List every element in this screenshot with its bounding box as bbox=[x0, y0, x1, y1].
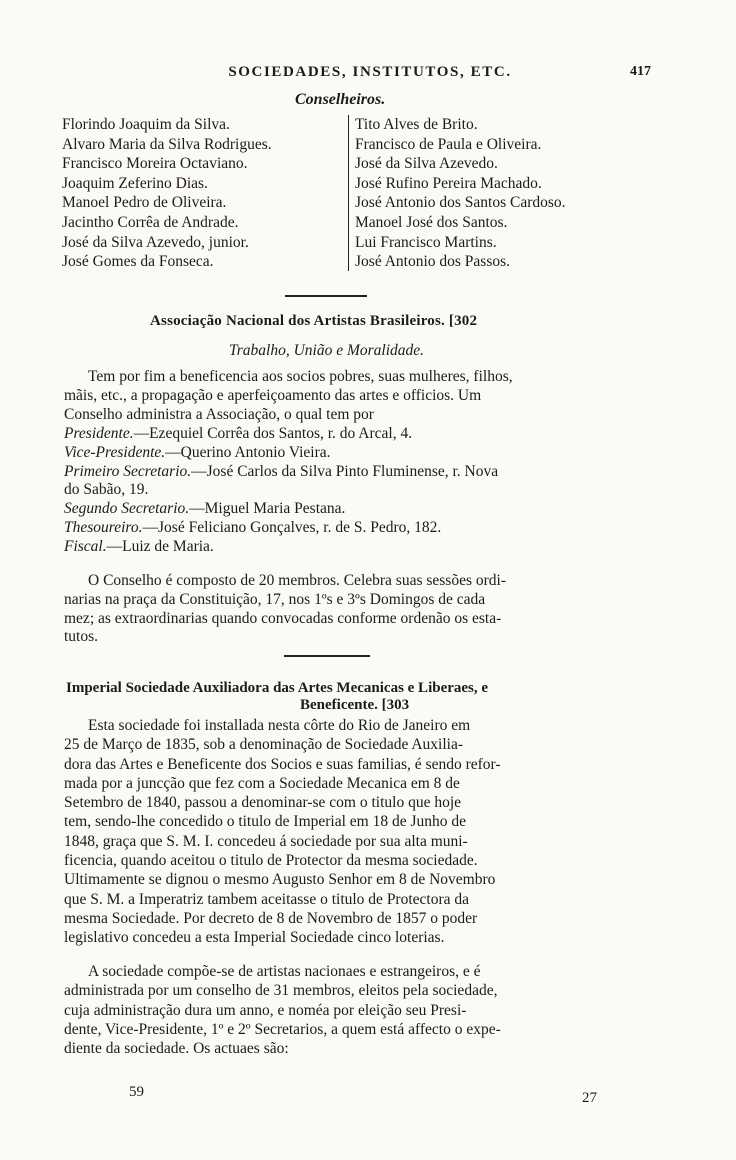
officer-role: Thesoureiro. bbox=[64, 518, 143, 536]
text-line: Setembro de 1840, passou a denominar-se com o titulo que hoje bbox=[64, 794, 462, 812]
footer-number: 27 bbox=[582, 1090, 597, 1106]
officer-entry bbox=[64, 500, 640, 519]
section-title-imperial: Imperial Sociedade Auxiliadora das Artes Mecanicas e Liberaes, e bbox=[66, 680, 489, 696]
council-member: José Antonio dos Santos Cardoso. bbox=[355, 194, 566, 212]
officer-name: —Ezequiel Corrêa dos Santos, r. do Arcal, 4. bbox=[133, 425, 413, 442]
officer-role: Vice-Presidente. bbox=[64, 443, 166, 461]
text-line: tutos. bbox=[64, 628, 99, 646]
officer-name: —José Feliciano Gonçalves, r. de S. Pedro, 182. bbox=[142, 518, 442, 536]
council-member: Francisco de Paula e Oliveira. bbox=[355, 135, 542, 153]
text-line: ficencia, quando aceitou o titulo de Protector da mesma sociedade. bbox=[64, 852, 478, 870]
text-line: Esta sociedade foi installada nesta côrte do Rio de Janeiro em bbox=[88, 717, 471, 734]
text-line: Tem por fim a beneficencia aos socios pobres, suas mulheres, filhos, bbox=[88, 368, 513, 385]
officer-entry bbox=[64, 519, 640, 538]
council-member: Jacintho Corrêa de Andrade. bbox=[62, 213, 239, 231]
council-right-column bbox=[348, 115, 645, 271]
association-officers bbox=[64, 425, 640, 557]
council-member: Tito Alves de Brito. bbox=[355, 116, 478, 133]
council-member: Manoel José dos Santos. bbox=[355, 213, 508, 231]
officer-role: Segundo Secretario. bbox=[64, 500, 190, 518]
text-line: dente, Vice-Presidente, 1º e 2º Secretarios, a quem está affecto o expe- bbox=[64, 1020, 501, 1038]
section-divider bbox=[284, 655, 370, 657]
council-member: José da Silva Azevedo, junior. bbox=[62, 233, 249, 251]
council-member: Florindo Joaquim da Silva. bbox=[62, 116, 230, 133]
council-member: Joaquim Zeferino Dias. bbox=[62, 174, 208, 192]
council-member: Francisco Moreira Octaviano. bbox=[62, 155, 248, 173]
text-line: 1848, graça que S. M. I. concedeu á sociedade por sua alta muni- bbox=[64, 832, 468, 850]
officer-entry bbox=[64, 538, 640, 557]
text-line: que S. M. a Imperatriz tambem aceitasse o titulo de Protectora da bbox=[64, 890, 470, 908]
text-line: 25 de Março de 1835, sob a denominação de Sociedade Auxilia- bbox=[64, 736, 464, 754]
text-line: Ultimamente se dignou o mesmo Augusto Senhor em 8 de Novembro bbox=[64, 871, 496, 889]
text-line: A sociedade compõe-se de artistas nacionaes e estrangeiros, e é bbox=[88, 963, 481, 980]
officer-role: Presidente. bbox=[64, 425, 134, 442]
section-divider bbox=[285, 295, 367, 297]
imperial-paragraph-2 bbox=[64, 962, 640, 1058]
officer-name: —José Carlos da Silva Pinto Fluminense, r. Nova bbox=[191, 462, 499, 480]
council-member: Lui Francisco Martins. bbox=[355, 233, 497, 251]
officer-name: —Miguel Maria Pestana. bbox=[189, 500, 346, 518]
council-left-column bbox=[62, 115, 346, 272]
text-line: legislativo concedeu a esta Imperial Sociedade cinco loterias. bbox=[64, 929, 445, 947]
council-member: José Rufino Pereira Machado. bbox=[355, 174, 542, 192]
association-motto: Trabalho, União e Moralidade. bbox=[229, 342, 425, 359]
imperial-paragraph-1 bbox=[64, 716, 640, 948]
text-line: tem, sendo-lhe concedido o titulo de Imperial em 18 de Junho de bbox=[64, 813, 467, 831]
section-title-association: Associação Nacional dos Artistas Brasileiros. [302 bbox=[150, 313, 478, 329]
association-intro bbox=[64, 368, 640, 424]
council-member: Alvaro Maria da Silva Rodrigues. bbox=[62, 135, 272, 153]
council-member: José Gomes da Fonseca. bbox=[62, 253, 214, 271]
text-line: mesma Sociedade. Por decreto de 8 de Novembro de 1857 o poder bbox=[64, 909, 478, 927]
text-line: Conselho administra a Associação, o qual tem por bbox=[64, 405, 374, 423]
text-line: dora das Artes e Beneficente dos Socios e suas familias, é sendo refor- bbox=[64, 755, 501, 773]
text-line: mez; as extraordinarias quando convocadas conforme ordenão os esta- bbox=[64, 609, 502, 627]
officer-entry-continued bbox=[64, 481, 640, 500]
text-line: mada por a juncção que fez com a Sociedade Mecanica em 8 de bbox=[64, 774, 460, 792]
text-line: administrada por um conselho de 31 membros, eleitos pela sociedade, bbox=[64, 982, 498, 1000]
text-line: diente da sociedade. Os actuaes são: bbox=[64, 1040, 289, 1058]
officer-role: Primeiro Secretario. bbox=[64, 462, 192, 480]
text-line: cuja administração dura um anno, e noméa por eleição seu Presi- bbox=[64, 1001, 467, 1019]
officer-name: do Sabão, 19. bbox=[64, 481, 149, 499]
officer-name: —Querino Antonio Vieira. bbox=[165, 443, 331, 461]
section-title-imperial-continued: Beneficente. [303 bbox=[300, 697, 410, 713]
officer-name: —Luiz de Maria. bbox=[106, 537, 214, 555]
page-number: 417 bbox=[630, 64, 651, 79]
council-heading: Conselheiros. bbox=[295, 91, 386, 108]
running-header-title: SOCIEDADES, INSTITUTOS, ETC. bbox=[228, 64, 512, 80]
officer-role: Fiscal. bbox=[64, 537, 107, 555]
text-line: narias na praça da Constituição, 17, nos 1ºs e 3ºs Domingos de cada bbox=[64, 590, 486, 608]
text-line: mãis, etc., a propagação e aperfeiçoamento das artes e officios. Um bbox=[64, 386, 482, 404]
council-member: José da Silva Azevedo. bbox=[355, 155, 498, 173]
text-line: O Conselho é composto de 20 membros. Celebra suas sessões ordi- bbox=[88, 572, 507, 589]
officer-entry bbox=[64, 425, 640, 444]
officer-entry bbox=[64, 463, 640, 482]
council-member: José Antonio dos Passos. bbox=[355, 253, 511, 271]
signature-mark: 59 bbox=[129, 1084, 144, 1100]
council-member: Manoel Pedro de Oliveira. bbox=[62, 194, 227, 212]
association-council-paragraph bbox=[64, 572, 640, 647]
officer-entry bbox=[64, 444, 640, 463]
